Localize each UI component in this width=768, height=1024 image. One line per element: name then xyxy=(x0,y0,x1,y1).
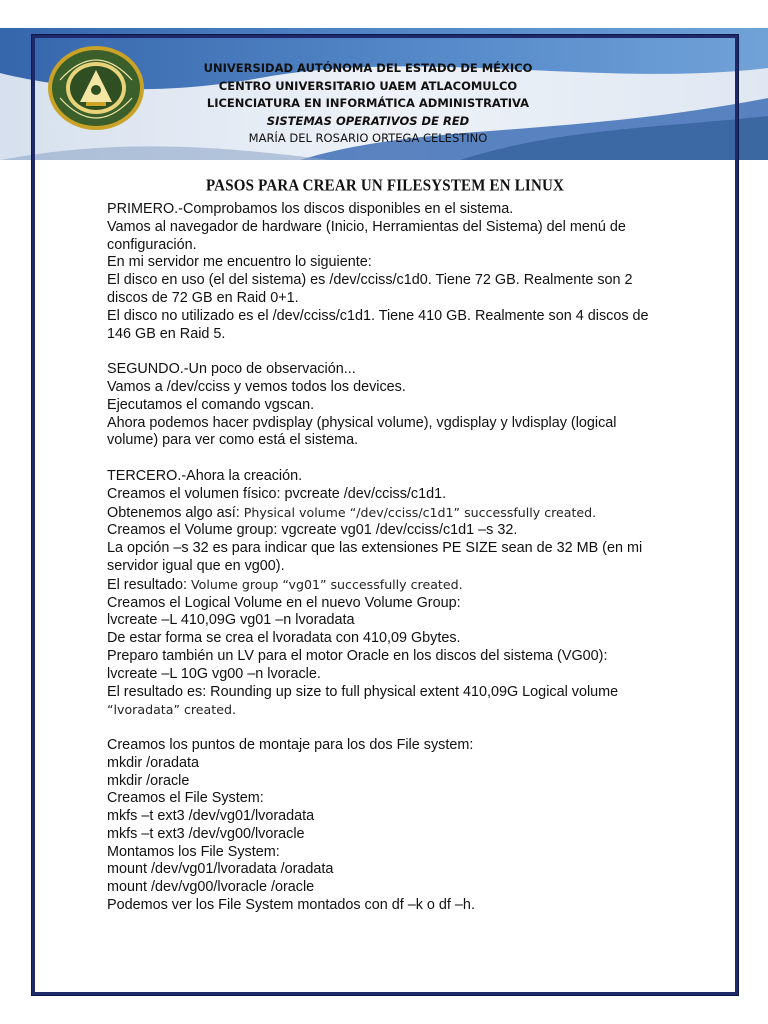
paragraph-line: mount /dev/vg00/lvoracle /oracle xyxy=(107,879,315,896)
paragraph-line: lvcreate –L 410,09G vg01 –n lvoradata xyxy=(107,612,355,629)
author-name: MARÍA DEL ROSARIO ORTEGA CELESTINO xyxy=(248,131,488,145)
paragraph-spacer xyxy=(107,343,667,361)
university-name: UNIVERSIDAD AUTÓNOMA DEL ESTADO DE MÉXICO xyxy=(203,61,533,75)
university-seal-icon xyxy=(46,40,146,140)
paragraph-line: El resultado es: Rounding up size to full physical extent 410,09G Logical volume xyxy=(107,683,619,700)
paragraph-line: mkfs –t ext3 /dev/vg00/lvoracle xyxy=(107,825,305,842)
campus-name: CENTRO UNIVERSITARIO UAEM ATLACOMULCO xyxy=(218,78,518,93)
paragraph-line xyxy=(107,504,667,523)
paragraph-line: mount /dev/vg01/lvoradata /oradata xyxy=(107,861,334,878)
command-output: Physical volume “/dev/cciss/c1d1” successfully created. xyxy=(243,504,597,520)
paragraph-line: Montamos los File System: xyxy=(107,843,280,860)
degree-name: LICENCIATURA EN INFORMÁTICA ADMINISTRATIVA xyxy=(206,96,530,110)
paragraph-line: El disco en uso (el del sistema) es /dev/cciss/c1d0. Tiene 72 GB. Realmente son 2 discos de 72 GB en Raid 0+1. xyxy=(107,272,633,306)
course-name: SISTEMAS OPERATIVOS DE RED xyxy=(266,113,470,128)
paragraph-line: mkdir /oradata xyxy=(107,754,199,771)
paragraph-line: De estar forma se crea el lvoradata con 410,09 Gbytes. xyxy=(107,630,461,647)
paragraph-line: Vamos a /dev/cciss y vemos todos los devices. xyxy=(107,378,406,395)
paragraph-line: mkfs –t ext3 /dev/vg01/lvoradata xyxy=(107,808,315,825)
paragraph-line: Podemos ver los File System montados con df –k o df –h. xyxy=(107,897,475,914)
paragraph-line xyxy=(107,576,667,595)
paragraph-line: Ahora podemos hacer pvdisplay (physical volume), vgdisplay y lvdisplay (logical volume) para ver como está el sistema. xyxy=(107,414,617,449)
paragraph-line: TERCERO.-Ahora la creación. xyxy=(107,467,303,484)
paragraph-line: mkdir /oracle xyxy=(107,772,190,789)
paragraph-spacer xyxy=(107,450,667,468)
paragraph-line: lvcreate –L 10G vg00 –n lvoracle. xyxy=(107,665,321,682)
line-prefix: El resultado: xyxy=(107,576,191,593)
paragraph-line: La opción –s 32 es para indicar que las extensiones PE SIZE sean de 32 MB (en mi servidor igual que en vg00). xyxy=(107,540,643,574)
line-prefix: Obtenemos algo así: xyxy=(107,504,244,521)
document-body xyxy=(107,201,667,915)
paragraph-line: PRIMERO.-Comprobamos los discos disponibles en el sistema. xyxy=(107,201,514,217)
paragraph-line: Vamos al navegador de hardware (Inicio, Herramientas del Sistema) del menú de configuración. xyxy=(107,218,626,253)
paragraph-line: Creamos los puntos de montaje para los dos File system: xyxy=(107,736,474,753)
paragraph-line: El disco no utilizado es el /dev/cciss/c1d1. Tiene 410 GB. Realmente son 4 discos de 146 GB en Raid 5. xyxy=(107,307,649,342)
paragraph-line: Creamos el Volume group: vgcreate vg01 /dev/cciss/c1d1 –s 32. xyxy=(107,522,518,539)
paragraph-line: SEGUNDO.-Un poco de observación... xyxy=(107,361,356,378)
paragraph-line: Ejecutamos el comando vgscan. xyxy=(107,396,315,413)
paragraph-line: Creamos el Logical Volume en el nuevo Volume Group: xyxy=(107,594,461,611)
command-output: Volume group “vg01” successfully created. xyxy=(191,576,463,592)
paragraph-line: Creamos el volumen físico: pvcreate /dev/cciss/c1d1. xyxy=(107,485,447,502)
paragraph-line: Creamos el File System: xyxy=(107,790,264,807)
paragraph-line: En mi servidor me encuentro lo siguiente: xyxy=(107,254,372,271)
paragraph-line: Preparo también un LV para el motor Oracle en los discos del sistema (VG00): xyxy=(107,647,608,664)
paragraph-spacer xyxy=(107,719,667,737)
institution-header xyxy=(190,60,546,148)
document-title: PASOS PARA CREAR UN FILESYSTEM EN LINUX xyxy=(205,177,565,195)
command-output: “lvoradata” created. xyxy=(107,702,236,718)
